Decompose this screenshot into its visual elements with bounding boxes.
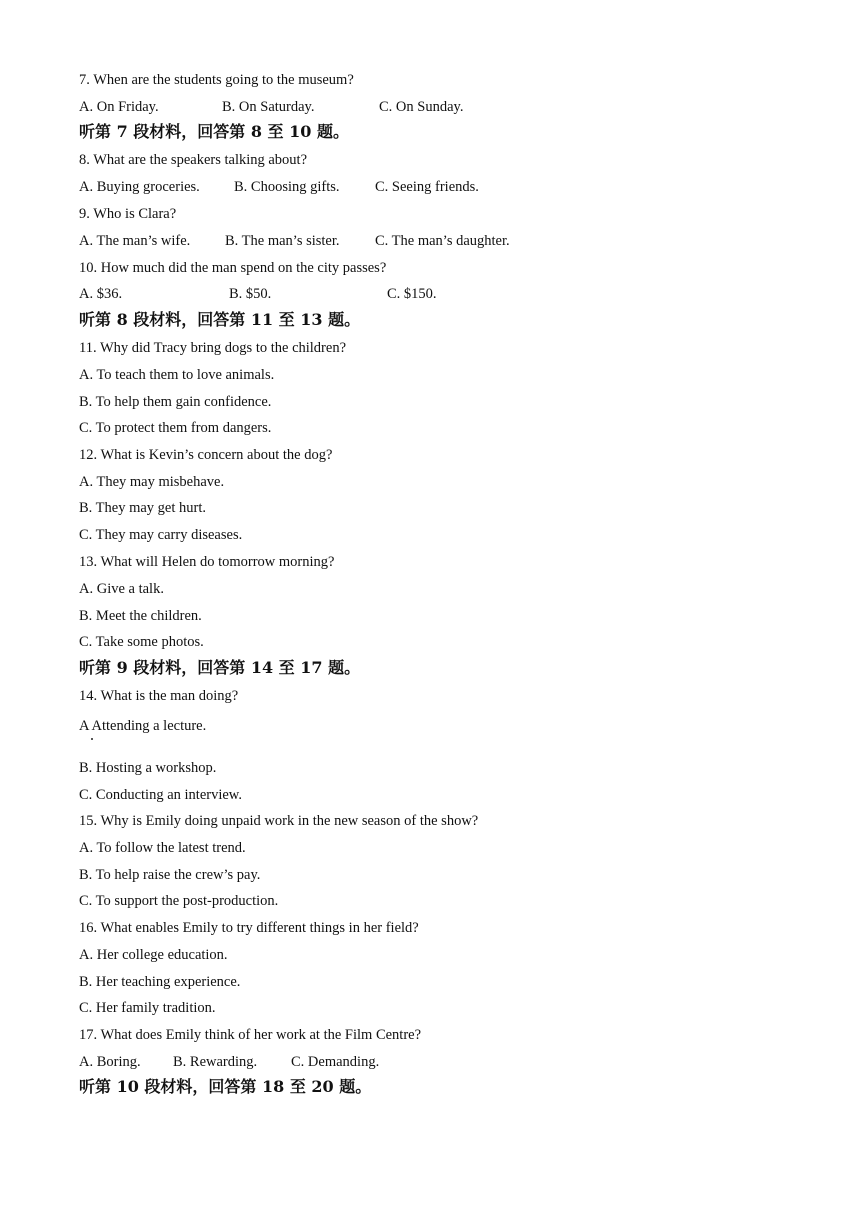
option-c: C. $150. [387, 286, 437, 302]
option-a: A. Boring. [79, 1054, 141, 1070]
option-c: C. Seeing friends. [375, 179, 479, 195]
question-10: 10. How much did the man spend on the city passes? [79, 260, 387, 276]
option-a: A. On Friday. [79, 99, 159, 115]
question-16-option-c: C. Her family tradition. [79, 1000, 216, 1016]
option-c: C. Demanding. [291, 1054, 380, 1070]
question-11-option-a: A. To teach them to love animals. [79, 367, 275, 383]
option-b: B. On Saturday. [222, 99, 315, 115]
option-b: B. Choosing gifts. [234, 179, 340, 195]
question-14-option-c: C. Conducting an interview. [79, 787, 242, 803]
option-a: A. Buying groceries. [79, 179, 200, 195]
question-16-option-a: A. Her college education. [79, 947, 228, 963]
question-15-option-a: A. To follow the latest trend. [79, 840, 246, 856]
question-11-option-c: C. To protect them from dangers. [79, 420, 272, 436]
question-15-option-c: C. To support the post-production. [79, 893, 279, 909]
question-12-option-b: B. They may get hurt. [79, 500, 206, 516]
question-13-option-a: A. Give a talk. [79, 581, 164, 597]
question-14-option-a: A Attending a lecture. [79, 718, 207, 734]
option-a: A. The man’s wife. [79, 233, 191, 249]
question-13: 13. What will Helen do tomorrow morning? [79, 554, 335, 570]
stray-dot [91, 738, 93, 740]
section-heading-8: 听第 8 段材料，回答第 11 至 13 题。 [79, 310, 361, 329]
question-12-option-a: A. They may misbehave. [79, 474, 225, 490]
question-17: 17. What does Emily think of her work at the Film Centre? [79, 1027, 422, 1043]
question-13-option-b: B. Meet the children. [79, 608, 202, 624]
question-12: 12. What is Kevin’s concern about the dog? [79, 447, 333, 463]
option-b: B. Rewarding. [173, 1054, 258, 1070]
question-9: 9. Who is Clara? [79, 206, 177, 222]
question-16-option-b: B. Her teaching experience. [79, 974, 241, 990]
question-7: 7. When are the students going to the museum? [79, 72, 354, 88]
question-13-option-c: C. Take some photos. [79, 634, 204, 650]
option-c: C. The man’s daughter. [375, 233, 510, 249]
option-c: C. On Sunday. [379, 99, 464, 115]
section-heading-7: 听第 7 段材料，回答第 8 至 10 题。 [79, 122, 349, 141]
question-14: 14. What is the man doing? [79, 688, 239, 704]
question-14-option-b: B. Hosting a workshop. [79, 760, 217, 776]
section-heading-10: 听第 10 段材料，回答第 18 至 20 题。 [79, 1077, 372, 1096]
question-8: 8. What are the speakers talking about? [79, 152, 308, 168]
question-16: 16. What enables Emily to try different things in her field? [79, 920, 419, 936]
question-11-option-b: B. To help them gain confidence. [79, 394, 272, 410]
question-15: 15. Why is Emily doing unpaid work in the new season of the show? [79, 813, 479, 829]
question-15-option-b: B. To help raise the crew’s pay. [79, 867, 261, 883]
question-11: 11. Why did Tracy bring dogs to the children? [79, 340, 347, 356]
option-b: B. The man’s sister. [225, 233, 340, 249]
option-b: B. $50. [229, 286, 272, 302]
option-a: A. $36. [79, 286, 123, 302]
section-heading-9: 听第 9 段材料，回答第 14 至 17 题。 [79, 658, 361, 677]
question-12-option-c: C. They may carry diseases. [79, 527, 243, 543]
